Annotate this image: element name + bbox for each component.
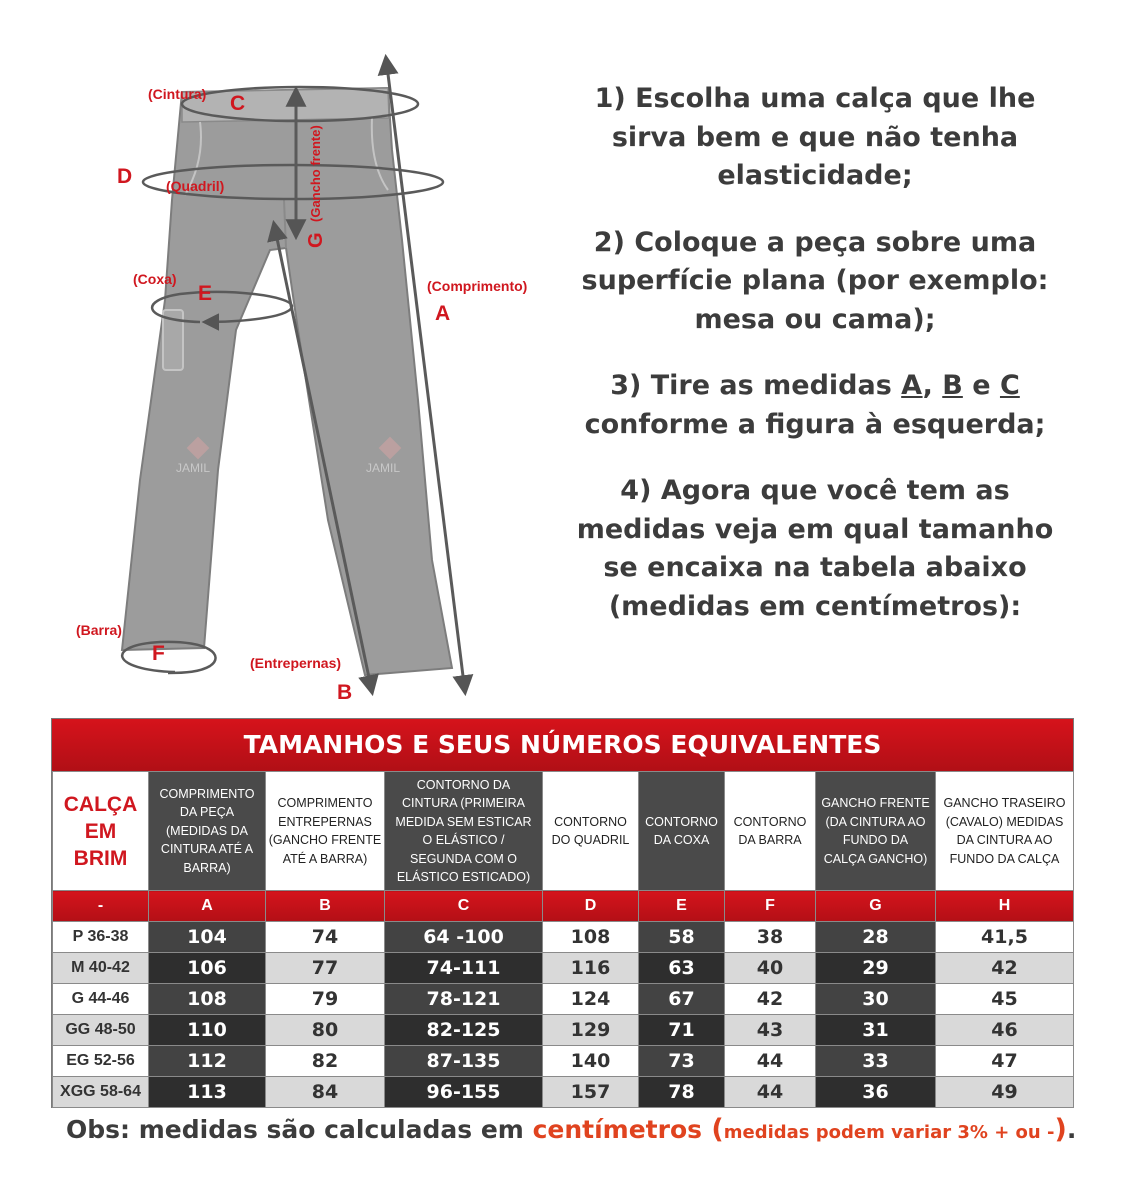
value-cell: 110 [149, 1015, 266, 1046]
instructions-block [560, 80, 1070, 626]
size-cell: XGG 58-64 [53, 1077, 149, 1108]
value-cell: 71 [639, 1015, 725, 1046]
label-coxa: (Coxa) [133, 271, 177, 287]
letter-cell: B [266, 891, 385, 922]
table-row [53, 1046, 1074, 1077]
step-2 [560, 224, 1070, 340]
header-b: COMPRIMENTO ENTREPERNAS (GANCHO FRENTE ATÉ A BARRA) [266, 772, 385, 891]
step-3-line [560, 367, 1070, 406]
step-4 [560, 472, 1070, 626]
step-3-letter-b: B [942, 370, 963, 401]
header-e: CONTORNO DA COXA [639, 772, 725, 891]
step-3-letter-c: C [999, 370, 1020, 401]
step-3 [560, 367, 1070, 444]
label-b: B [337, 681, 353, 704]
value-cell: 58 [639, 922, 725, 953]
header-a: COMPRIMENTO DA PEÇA (MEDIDAS DA CINTURA ATÉ A BARRA) [149, 772, 266, 891]
header-h: GANCHO TRASEIRO (CAVALO) MEDIDAS DA CINTURA AO FUNDO DA CALÇA [936, 772, 1074, 891]
value-cell: 84 [266, 1077, 385, 1108]
value-cell: 31 [816, 1015, 936, 1046]
step-4-line: medidas veja em qual tamanho [576, 513, 1054, 545]
header-row [53, 772, 1074, 891]
step-3-prefix: 3) Tire as medidas [610, 370, 902, 401]
table-row [53, 984, 1074, 1015]
step-1-line: 1) Escolha uma calça que lhe [594, 83, 1036, 114]
letter-cell: A [149, 891, 266, 922]
step-4-line: 4) Agora que você tem as [620, 475, 1010, 506]
value-cell: 42 [936, 953, 1074, 984]
step-3-and: e [962, 370, 1000, 401]
label-a: A [435, 302, 451, 325]
pants-silhouette [122, 88, 452, 675]
label-quadril: (Quadril) [166, 178, 225, 194]
size-cell: EG 52-56 [53, 1046, 149, 1077]
value-cell: 44 [725, 1077, 816, 1108]
value-cell: 87-135 [385, 1046, 543, 1077]
letter-cell: G [816, 891, 936, 922]
value-cell: 43 [725, 1015, 816, 1046]
value-cell: 33 [816, 1046, 936, 1077]
value-cell: 46 [936, 1015, 1074, 1046]
step-1-line: sirva bem e que não tenha [611, 121, 1019, 153]
step-4-line: (medidas em centímetros): [608, 590, 1022, 622]
step-1-line: elasticidade; [717, 160, 913, 191]
value-cell: 157 [543, 1077, 639, 1108]
pants-measurement-diagram [0, 0, 560, 715]
letter-cell: H [936, 891, 1074, 922]
value-cell: 40 [725, 953, 816, 984]
value-cell: 108 [149, 984, 266, 1015]
table-row [53, 922, 1074, 953]
value-cell: 82-125 [385, 1015, 543, 1046]
corner-line: BRIM [73, 846, 128, 870]
step-3-letter-a: A [901, 370, 923, 401]
value-cell: 38 [725, 922, 816, 953]
obs-prefix: Obs: medidas são calculadas em [66, 1115, 533, 1144]
header-d: CONTORNO DO QUADRIL [543, 772, 639, 891]
step-4-line: se encaixa na tabela abaixo [603, 552, 1027, 583]
obs-close-paren: ) [1054, 1114, 1067, 1145]
corner-label [53, 772, 149, 891]
corner-line: EM [84, 819, 117, 843]
label-g: G [305, 232, 327, 248]
value-cell: 82 [266, 1046, 385, 1077]
value-cell: 79 [266, 984, 385, 1015]
value-cell: 129 [543, 1015, 639, 1046]
value-cell: 116 [543, 953, 639, 984]
value-cell: 30 [816, 984, 936, 1015]
value-cell: 64 -100 [385, 922, 543, 953]
value-cell: 45 [936, 984, 1074, 1015]
label-gancho-frente: (Gancho frente) [308, 125, 323, 222]
value-cell: 41,5 [936, 922, 1074, 953]
value-cell: 29 [816, 953, 936, 984]
label-f: F [152, 642, 165, 665]
table-row [53, 953, 1074, 984]
value-cell: 78-121 [385, 984, 543, 1015]
obs-variation-note: medidas podem variar 3% + ou - [723, 1122, 1055, 1143]
label-entrepernas: (Entrepernas) [250, 655, 342, 671]
value-cell: 78 [639, 1077, 725, 1108]
size-table [51, 718, 1074, 1108]
label-c: C [230, 92, 246, 115]
value-cell: 44 [725, 1046, 816, 1077]
step-1 [560, 80, 1070, 196]
value-cell: 108 [543, 922, 639, 953]
letter-cell: - [53, 891, 149, 922]
label-d: D [117, 165, 133, 188]
letter-cell: F [725, 891, 816, 922]
value-cell: 42 [725, 984, 816, 1015]
header-c: CONTORNO DA CINTURA (PRIMEIRA MEDIDA SEM ESTICAR O ELÁSTICO / SEGUNDA COM O ELÁSTICO ESTICADO) [385, 772, 543, 891]
value-cell: 104 [149, 922, 266, 953]
value-cell: 49 [936, 1077, 1074, 1108]
size-cell: GG 48-50 [53, 1015, 149, 1046]
obs-unit: centímetros [532, 1115, 702, 1144]
value-cell: 74 [266, 922, 385, 953]
table-title: TAMANHOS E SEUS NÚMEROS EQUIVALENTES [52, 719, 1073, 771]
letter-cell: E [639, 891, 725, 922]
size-table-grid [52, 771, 1074, 1108]
letters-row [53, 891, 1074, 922]
obs-period: . [1066, 1115, 1077, 1144]
svg-text:JAMIL: JAMIL [366, 461, 401, 475]
value-cell: 140 [543, 1046, 639, 1077]
svg-text:JAMIL: JAMIL [176, 461, 211, 475]
step-2-line: 2) Coloque a peça sobre uma [593, 226, 1037, 258]
header-f: CONTORNO DA BARRA [725, 772, 816, 891]
value-cell: 80 [266, 1015, 385, 1046]
value-cell: 67 [639, 984, 725, 1015]
label-barra: (Barra) [76, 622, 122, 638]
letter-cell: C [385, 891, 543, 922]
value-cell: 106 [149, 953, 266, 984]
label-e: E [198, 282, 213, 305]
size-cell: M 40-42 [53, 953, 149, 984]
step-2-line: mesa ou cama); [694, 303, 936, 335]
value-cell: 28 [816, 922, 936, 953]
size-cell: P 36-38 [53, 922, 149, 953]
value-cell: 47 [936, 1046, 1074, 1077]
value-cell: 77 [266, 953, 385, 984]
value-cell: 96-155 [385, 1077, 543, 1108]
table-row [53, 1015, 1074, 1046]
value-cell: 36 [816, 1077, 936, 1108]
obs-open-paren: ( [702, 1114, 724, 1145]
label-cintura: (Cintura) [148, 86, 207, 102]
value-cell: 74-111 [385, 953, 543, 984]
step-3-comma: , [922, 370, 943, 401]
value-cell: 124 [543, 984, 639, 1015]
value-cell: 73 [639, 1046, 725, 1077]
observation-note [66, 1110, 1077, 1153]
header-g: GANCHO FRENTE (DA CINTURA AO FUNDO DA CALÇA GANCHO) [816, 772, 936, 891]
value-cell: 112 [149, 1046, 266, 1077]
value-cell: 63 [639, 953, 725, 984]
step-3-line: conforme a figura à esquerda; [584, 408, 1046, 440]
corner-line: CALÇA [63, 792, 138, 816]
size-cell: G 44-46 [53, 984, 149, 1015]
step-2-line: superfície plana (por exemplo: [581, 265, 1049, 296]
label-comprimento: (Comprimento) [427, 278, 528, 294]
value-cell: 113 [149, 1077, 266, 1108]
letter-cell: D [543, 891, 639, 922]
table-row [53, 1077, 1074, 1108]
